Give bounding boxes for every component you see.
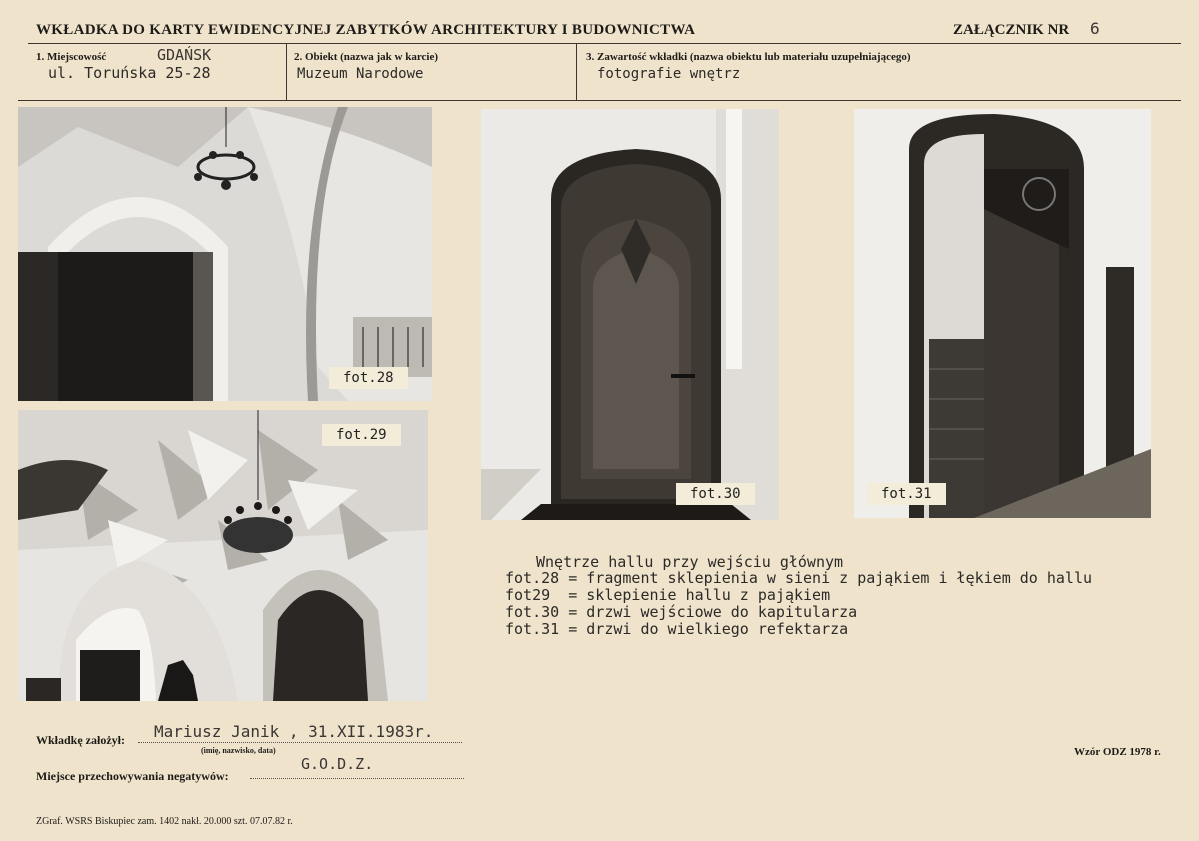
field-separator-2 — [576, 43, 577, 100]
storage-line — [250, 778, 464, 779]
created-label: Wkładkę założył: — [36, 733, 125, 747]
vault-chandelier-photo-icon — [18, 410, 428, 701]
caption-line: fot.30 = drzwi wejściowe do kapitularza — [505, 603, 858, 621]
street-value: ul. Toruńska 25-28 — [48, 64, 211, 82]
refectory-door-photo-icon — [854, 109, 1151, 518]
photo-30-label: fot.30 — [676, 483, 755, 505]
photo-30 — [481, 109, 779, 520]
gothic-door-photo-icon — [481, 109, 779, 520]
created-line — [138, 742, 462, 743]
attachment-number: 6 — [1090, 19, 1100, 38]
form-title: WKŁADKA DO KARTY EWIDENCYJNEJ ZABYTKÓW ARCHITEKTURY I BUDOWNICTWA — [36, 22, 696, 38]
header-divider — [28, 43, 1181, 44]
storage-value: G.O.D.Z. — [301, 755, 374, 773]
printer-note: ZGraf. WSRS Biskupiec zam. 1402 nakł. 20.000 szt. 07.07.82 r. — [36, 816, 293, 827]
photo-31 — [854, 109, 1151, 518]
vault-arch-photo-icon — [18, 107, 432, 401]
content-value: fotografie wnętrz — [597, 66, 741, 82]
object-label: 2. Obiekt (nazwa jak w karcie) — [294, 51, 439, 63]
photo-29 — [18, 410, 428, 701]
captions-heading: Wnętrze hallu przy wejściu głównym — [536, 553, 844, 571]
created-hint: (imię, nazwisko, data) — [201, 746, 276, 755]
photo-31-label: fot.31 — [867, 483, 946, 505]
locality-label: 1. Miejscowość — [36, 51, 107, 63]
photo-29-label: fot.29 — [322, 424, 401, 446]
model-note: Wzór ODZ 1978 r. — [1074, 746, 1161, 758]
attachment-label: ZAŁĄCZNIK NR — [953, 22, 1070, 38]
storage-label: Miejsce przechowywania negatywów: — [36, 769, 229, 783]
caption-line: fot29 = sklepienie hallu z pająkiem — [505, 586, 831, 604]
content-label: 3. Zawartość wkładki (nazwa obiektu lub materiału uzupełniającego) — [586, 51, 911, 63]
fields-divider — [18, 100, 1181, 101]
photo-28 — [18, 107, 432, 401]
object-value: Muzeum Narodowe — [297, 66, 424, 82]
created-value: Mariusz Janik , 31.XII.1983r. — [154, 722, 434, 741]
caption-line: fot.31 = drzwi do wielkiego refektarza — [505, 620, 849, 638]
caption-line: fot.28 = fragment sklepienia w sieni z pająkiem i łękiem do hallu — [505, 569, 1092, 587]
field-separator-1 — [286, 43, 287, 100]
locality-value: GDAŃSK — [157, 46, 212, 64]
photo-28-label: fot.28 — [329, 367, 408, 389]
